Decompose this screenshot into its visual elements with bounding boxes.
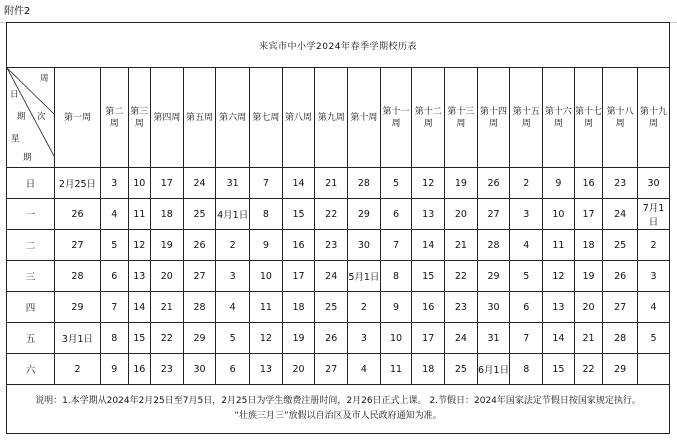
week-header-10: 第十周 — [348, 68, 381, 168]
date-cell: 23 — [150, 354, 183, 385]
date-cell: 7 — [100, 292, 128, 323]
week-header-8: 第八周 — [282, 68, 315, 168]
date-cell: 5 — [638, 323, 670, 354]
date-cell: 9 — [100, 354, 128, 385]
date-cell: 18 — [412, 354, 445, 385]
date-cell: 4 — [100, 199, 128, 230]
date-cell: 6 — [100, 261, 128, 292]
date-cell: 3 — [348, 323, 381, 354]
date-cell: 10 — [250, 261, 283, 292]
date-cell: 20 — [574, 292, 603, 323]
date-cell: 31 — [477, 323, 510, 354]
date-cell: 4月1日 — [216, 199, 250, 230]
date-cell: 23 — [603, 168, 638, 199]
date-cell: 28 — [55, 261, 101, 292]
weekday-label: 二 — [7, 230, 55, 261]
date-cell: 10 — [380, 323, 412, 354]
date-cell: 24 — [603, 199, 638, 230]
date-cell: 2 — [55, 354, 101, 385]
date-cell: 11 — [543, 230, 575, 261]
date-cell: 13 — [543, 292, 575, 323]
date-cell: 13 — [250, 354, 283, 385]
date-cell: 12 — [412, 168, 445, 199]
date-cell: 19 — [574, 261, 603, 292]
date-cell: 6 — [510, 292, 543, 323]
week-header-18: 第十八周 — [603, 68, 638, 168]
date-cell: 18 — [150, 199, 183, 230]
date-cell: 20 — [445, 199, 478, 230]
date-cell: 2 — [348, 292, 381, 323]
week-header-15: 第十五周 — [510, 68, 543, 168]
date-cell: 9 — [543, 168, 575, 199]
date-cell: 23 — [315, 230, 348, 261]
date-cell: 6月1日 — [477, 354, 510, 385]
weekday-row — [7, 199, 670, 230]
date-cell: 7月1日 — [638, 199, 670, 230]
school-calendar-table — [6, 22, 670, 434]
date-cell: 21 — [445, 230, 478, 261]
date-cell: 3 — [638, 261, 670, 292]
date-cell: 6 — [380, 199, 412, 230]
date-cell: 5月1日 — [348, 261, 381, 292]
week-header-11: 第十一周 — [380, 68, 412, 168]
date-cell: 12 — [128, 230, 150, 261]
date-cell: 28 — [477, 230, 510, 261]
date-cell: 20 — [282, 354, 315, 385]
week-header-7: 第七周 — [250, 68, 283, 168]
week-header-3: 第三周 — [128, 68, 150, 168]
date-cell: 7 — [250, 168, 283, 199]
date-cell: 27 — [477, 199, 510, 230]
date-cell: 27 — [55, 230, 101, 261]
date-cell: 11 — [380, 354, 412, 385]
date-cell: 5 — [510, 261, 543, 292]
week-header-2: 第二周 — [100, 68, 128, 168]
weekday-label: 六 — [7, 354, 55, 385]
weekday-row — [7, 168, 670, 199]
date-cell: 5 — [216, 323, 250, 354]
date-cell: 17 — [412, 323, 445, 354]
date-cell: 17 — [150, 168, 183, 199]
date-cell: 24 — [183, 168, 216, 199]
date-cell: 4 — [216, 292, 250, 323]
date-cell: 19 — [150, 230, 183, 261]
date-cell: 10 — [543, 199, 575, 230]
weekday-row — [7, 261, 670, 292]
date-cell: 2 — [216, 230, 250, 261]
date-cell: 10 — [128, 168, 150, 199]
date-cell: 7 — [510, 323, 543, 354]
date-cell: 26 — [183, 230, 216, 261]
notes-cell — [7, 385, 670, 434]
date-cell: 26 — [315, 323, 348, 354]
date-cell: 17 — [574, 199, 603, 230]
date-cell: 16 — [282, 230, 315, 261]
date-cell: 6 — [216, 354, 250, 385]
date-cell: 28 — [183, 292, 216, 323]
date-cell: 21 — [315, 168, 348, 199]
date-cell: 13 — [412, 199, 445, 230]
date-cell: 22 — [574, 354, 603, 385]
date-cell: 3 — [100, 168, 128, 199]
date-cell: 15 — [543, 354, 575, 385]
date-cell: 15 — [128, 323, 150, 354]
date-cell: 21 — [150, 292, 183, 323]
date-cell: 19 — [282, 323, 315, 354]
date-cell: 22 — [150, 323, 183, 354]
date-cell: 8 — [100, 323, 128, 354]
date-cell: 14 — [282, 168, 315, 199]
date-cell: 27 — [183, 261, 216, 292]
date-cell: 16 — [128, 354, 150, 385]
weekday-label: 日 — [7, 168, 55, 199]
date-cell: 30 — [638, 168, 670, 199]
date-cell: 11 — [128, 199, 150, 230]
date-cell: 27 — [315, 354, 348, 385]
date-cell — [638, 354, 670, 385]
weekday-label: 五 — [7, 323, 55, 354]
week-header-14: 第十四周 — [477, 68, 510, 168]
date-cell: 24 — [445, 323, 478, 354]
date-cell: 5 — [380, 168, 412, 199]
week-header-4: 第四周 — [150, 68, 183, 168]
week-header-6: 第六周 — [216, 68, 250, 168]
date-cell: 29 — [603, 354, 638, 385]
date-cell: 15 — [282, 199, 315, 230]
date-cell: 25 — [183, 199, 216, 230]
corner-label-xing: 星 — [11, 134, 20, 144]
date-cell: 16 — [412, 292, 445, 323]
date-cell: 2月25日 — [55, 168, 101, 199]
corner-label-zhou: 周 — [40, 74, 49, 84]
date-cell: 2 — [638, 230, 670, 261]
date-cell: 27 — [603, 292, 638, 323]
date-cell: 26 — [603, 261, 638, 292]
date-cell: 13 — [128, 261, 150, 292]
spreadsheet-top-row — [0, 0, 677, 23]
note-line-2: “壮族三月三”放假以自治区及市人民政府通知为准。 — [234, 411, 442, 421]
date-cell: 29 — [477, 261, 510, 292]
corner-label-qi: 期 — [17, 112, 26, 122]
date-cell: 2 — [510, 168, 543, 199]
date-cell: 9 — [250, 230, 283, 261]
note-line-1: 说明：1.本学期从2024年2月25日至7月5日，2月25日为学生缴费注册时间，2月26日正式上课。 2.节假日：2024年国家法定节假日按国家规定执行。 — [35, 396, 641, 406]
date-cell: 23 — [445, 292, 478, 323]
date-cell: 31 — [216, 168, 250, 199]
week-header-12: 第十二周 — [412, 68, 445, 168]
week-header-9: 第九周 — [315, 68, 348, 168]
date-cell: 15 — [412, 261, 445, 292]
week-header-1: 第一周 — [55, 68, 101, 168]
corner-label-ri: 日 — [10, 90, 19, 100]
date-cell: 4 — [510, 230, 543, 261]
date-cell: 4 — [348, 354, 381, 385]
date-cell: 3 — [510, 199, 543, 230]
date-cell: 14 — [128, 292, 150, 323]
date-cell: 22 — [315, 199, 348, 230]
weekday-label: 一 — [7, 199, 55, 230]
header-corner-cell — [7, 68, 55, 168]
weekday-row — [7, 230, 670, 261]
date-cell: 8 — [380, 261, 412, 292]
week-header-17: 第十七周 — [574, 68, 603, 168]
date-cell: 30 — [183, 354, 216, 385]
date-cell: 25 — [603, 230, 638, 261]
weekday-row — [7, 354, 670, 385]
date-cell: 22 — [445, 261, 478, 292]
date-cell: 17 — [282, 261, 315, 292]
date-cell: 9 — [380, 292, 412, 323]
date-cell: 30 — [348, 230, 381, 261]
weekday-row — [7, 292, 670, 323]
date-cell: 29 — [55, 292, 101, 323]
date-cell: 25 — [445, 354, 478, 385]
corner-label-ci: 次 — [37, 112, 46, 122]
weekday-row — [7, 323, 670, 354]
week-header-16: 第十六周 — [543, 68, 575, 168]
date-cell: 26 — [55, 199, 101, 230]
date-cell: 28 — [348, 168, 381, 199]
date-cell: 12 — [543, 261, 575, 292]
date-cell: 20 — [150, 261, 183, 292]
attachment-label: 附件2 — [4, 6, 31, 17]
date-cell: 8 — [250, 199, 283, 230]
date-cell: 26 — [477, 168, 510, 199]
date-cell: 28 — [603, 323, 638, 354]
date-cell: 8 — [510, 354, 543, 385]
weekday-label: 四 — [7, 292, 55, 323]
date-cell: 18 — [282, 292, 315, 323]
date-cell: 4 — [638, 292, 670, 323]
date-cell: 14 — [543, 323, 575, 354]
date-cell: 29 — [348, 199, 381, 230]
date-cell: 29 — [183, 323, 216, 354]
week-header-19: 第十九周 — [638, 68, 670, 168]
date-cell: 18 — [574, 230, 603, 261]
date-cell: 5 — [100, 230, 128, 261]
weekday-label: 三 — [7, 261, 55, 292]
date-cell: 7 — [380, 230, 412, 261]
date-cell: 24 — [315, 261, 348, 292]
corner-label-qi2: 期 — [23, 153, 32, 163]
date-cell: 3月1日 — [55, 323, 101, 354]
date-cell: 3 — [216, 261, 250, 292]
date-cell: 12 — [250, 323, 283, 354]
date-cell: 11 — [250, 292, 283, 323]
date-cell: 21 — [574, 323, 603, 354]
week-header-5: 第五周 — [183, 68, 216, 168]
week-header-13: 第十三周 — [445, 68, 478, 168]
date-cell: 19 — [445, 168, 478, 199]
date-cell: 25 — [315, 292, 348, 323]
date-cell: 30 — [477, 292, 510, 323]
calendar-title: 来宾市中小学2024年春季学期校历表 — [7, 23, 670, 68]
date-cell: 14 — [412, 230, 445, 261]
date-cell: 16 — [574, 168, 603, 199]
